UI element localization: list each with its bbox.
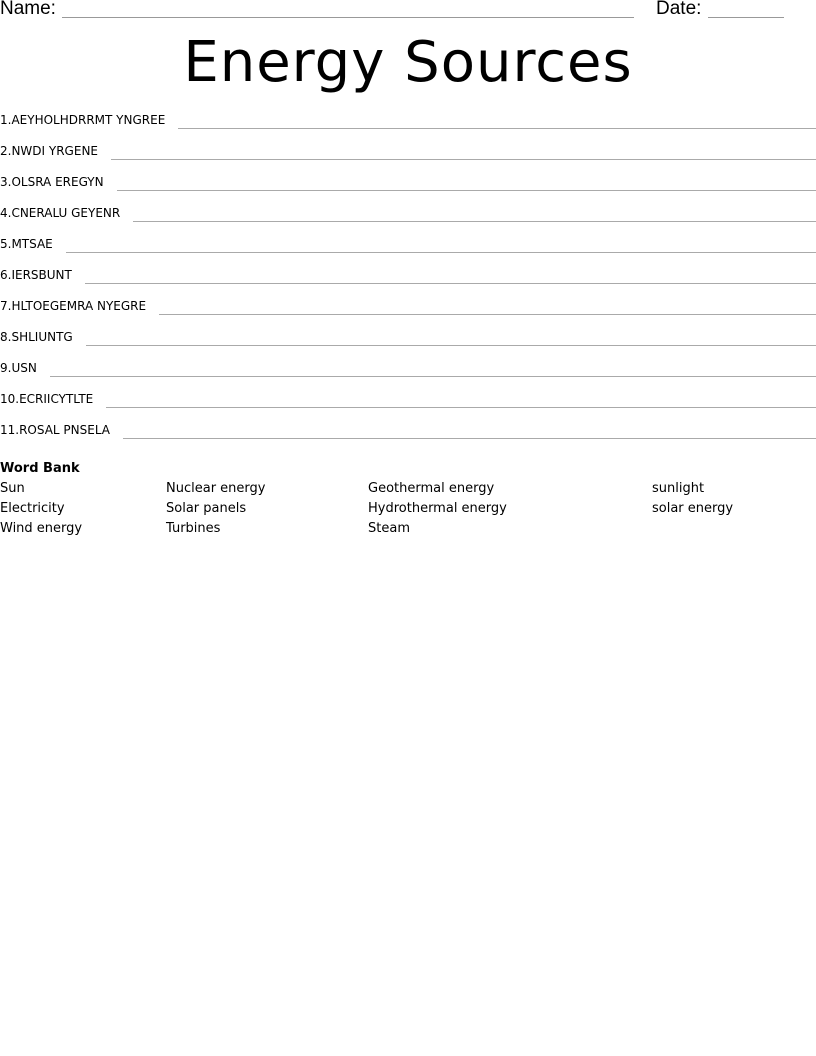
- scrambled-word: CNERALU GEYENR: [11, 206, 121, 220]
- scrambled-word: OLSRA EREGYN: [11, 175, 104, 189]
- word-bank: [0, 460, 816, 540]
- scrambled-word: HLTOEGEMRA NYEGRE: [11, 299, 147, 313]
- answer-line[interactable]: [85, 268, 816, 284]
- question-number: 2.: [0, 144, 12, 158]
- word-bank-item: Sun: [0, 481, 25, 496]
- answer-line[interactable]: [117, 175, 816, 191]
- answer-line[interactable]: [106, 392, 816, 408]
- question-number: 6.: [0, 268, 12, 282]
- question-row: [0, 175, 816, 206]
- question-row: [0, 237, 816, 268]
- answer-line[interactable]: [50, 361, 816, 377]
- question-number: 10.: [0, 392, 20, 406]
- scrambled-word: ROSAL PNSELA: [19, 423, 111, 437]
- word-bank-item: solar energy: [652, 501, 734, 516]
- answer-line[interactable]: [159, 299, 816, 315]
- question-row: [0, 206, 816, 237]
- scrambled-word: ECRIICYTLTE: [19, 392, 94, 406]
- question-row: [0, 392, 816, 423]
- scrambled-word: IERSBUNT: [11, 268, 72, 282]
- word-bank-title: Word Bank: [0, 461, 80, 476]
- question-number: 9.: [0, 361, 12, 375]
- word-bank-item: Geothermal energy: [368, 481, 495, 496]
- name-label: Name:: [0, 0, 56, 19]
- header: [0, 0, 816, 22]
- word-bank-item: sunlight: [652, 481, 705, 496]
- question-number: 8.: [0, 330, 12, 344]
- question-number: 7.: [0, 299, 12, 313]
- question-number: 1.: [0, 113, 12, 127]
- question-row: [0, 423, 816, 454]
- name-field-line[interactable]: [62, 17, 634, 18]
- answer-line[interactable]: [66, 237, 816, 253]
- page-title: Energy Sources: [183, 30, 633, 95]
- word-bank-grid: [0, 480, 816, 540]
- answer-line[interactable]: [86, 330, 816, 346]
- question-number: 11.: [0, 423, 20, 437]
- word-bank-item: Solar panels: [166, 501, 247, 516]
- answer-line[interactable]: [178, 113, 816, 129]
- scrambled-word: USN: [11, 361, 37, 375]
- question-row: [0, 330, 816, 361]
- scrambled-word: SHLIUNTG: [11, 330, 73, 344]
- word-bank-item: Wind energy: [0, 521, 83, 536]
- date-field-line[interactable]: [708, 17, 784, 18]
- question-list: [0, 113, 816, 454]
- date-label: Date:: [656, 0, 702, 19]
- scrambled-word: AEYHOLHDRRMT YNGREE: [11, 113, 166, 127]
- question-number: 5.: [0, 237, 12, 251]
- word-bank-item: Hydrothermal energy: [368, 501, 507, 516]
- question-number: 3.: [0, 175, 12, 189]
- question-row: [0, 361, 816, 392]
- question-row: [0, 268, 816, 299]
- question-row: [0, 299, 816, 330]
- word-bank-item: Electricity: [0, 501, 65, 516]
- word-bank-item: Turbines: [166, 521, 221, 536]
- answer-line[interactable]: [123, 423, 816, 439]
- scrambled-word: NWDI YRGENE: [11, 144, 98, 158]
- question-row: [0, 113, 816, 144]
- word-bank-item: Nuclear energy: [166, 481, 266, 496]
- question-row: [0, 144, 816, 175]
- scrambled-word: MTSAE: [11, 237, 53, 251]
- answer-line[interactable]: [111, 144, 816, 160]
- question-number: 4.: [0, 206, 12, 220]
- word-bank-item: Steam: [368, 521, 410, 536]
- answer-line[interactable]: [133, 206, 816, 222]
